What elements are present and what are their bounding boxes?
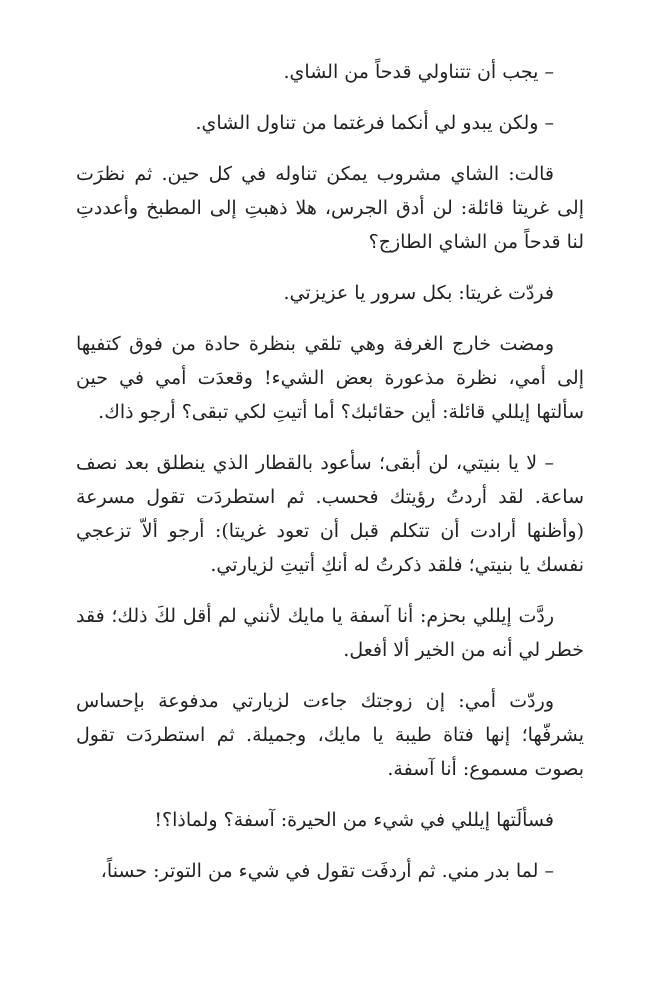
paragraph-6: – لا يا بنيتي، لن أبقى؛ سأعود بالقطار الذي ينطلق بعد نصف ساعة. لقد أردتُ رؤيتك فحسب. ثم استطردَت تقول مسرعة (وأظنها أرادت أن تتكلم قبل أن تعود غريتا): أرجو ألاّ تزعجي نفسك يا بنيتي؛ فلقد ذكرتُ له أنكِ أتيتِ لزيارتي.	[76, 452, 584, 576]
paragraph-3: قالت: الشاي مشروب يمكن تناوله في كل حين. ثم نظرَت إلى غريتا قائلة: لن أدق الجرس، هلا ذهبتِ إلى المطبخ وأعددتِ لنا قدحاً من الشاي الطازج؟	[76, 163, 584, 253]
book-page	[76, 55, 584, 905]
paragraph-2: – ولكن يبدو لي أنكما فرغتما من تناول الشاي.	[195, 112, 554, 134]
paragraph-10: – لما بدر مني. ثم أردفَت تقول في شيء من التوتر: حسناً،	[100, 860, 554, 882]
paragraph-4: فردّت غريتا: بكل سرور يا عزيزتي.	[283, 282, 554, 304]
paragraph-8: وردّت أمي: إن زوجتك جاءت لزيارتي مدفوعة بإحساس يشرفّها؛ إنها فتاة طيبة يا مايك، وجميلة. ثم استطردَت تقول بصوت مسموع: أنا آسفة.	[76, 690, 584, 780]
paragraph-1: – يجب أن تتناولي قدحاً من الشاي.	[283, 61, 554, 83]
paragraph-5: ومضت خارج الغرفة وهي تلقي بنظرة حادة من فوق كتفيها إلى أمي، نظرة مذعورة بعض الشيء! وقعدَت أمي في حين سألتها إيللي قائلة: أين حقائبك؟ أما أتيتِ لكي تبقى؟ أرجو ذاك.	[76, 333, 584, 423]
paragraph-7: ردَّت إيللي بحزم: أنا آسفة يا مايك لأنني لم أقل لكَ ذلك؛ فقد خطر لي أنه من الخير ألا أفعل.	[76, 605, 584, 661]
paragraph-9: فسألَتها إيللي في شيء من الحيرة: آسفة؟ ولماذا؟!	[154, 809, 554, 831]
